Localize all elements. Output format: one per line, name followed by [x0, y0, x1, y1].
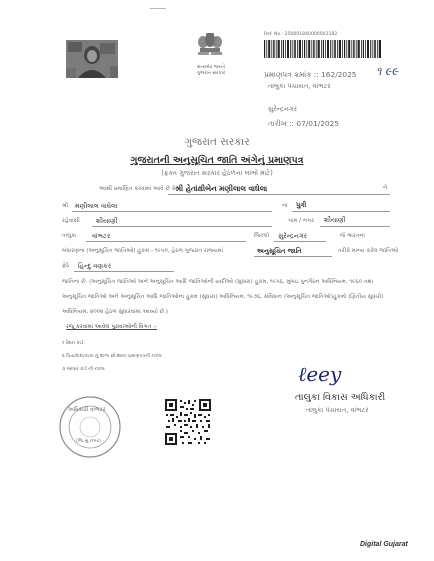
gender-mark: ને — [383, 185, 388, 191]
footer-digital-gujarat: Digital Gujarat — [360, 541, 408, 548]
relation-label: ના — [282, 203, 288, 209]
issuer-office-right: તાલુકા પંચાયત, વાંભટર — [268, 82, 331, 90]
father-prefix: શ્રી — [62, 203, 69, 209]
top-scan-mark — [150, 8, 166, 9]
caste-prefix: ફેઠે — [62, 263, 70, 269]
certificate-subtitle: (ફક્ત ગુજરાત સરકાર હેઠળના લાભો માટે) — [161, 169, 273, 177]
handwritten-number: ૧ ૯૯ — [376, 65, 398, 78]
emblem-caption-1: સત્યમેવ જયતે — [196, 65, 226, 70]
father-name-line — [72, 211, 272, 212]
order-text-prefix: બંધારણના (અનુસૂચિત જાતિઓ) હુકમ - ૧૯૫૦, હેઠળ ગુજરાત રાજ્યમાં — [62, 248, 224, 254]
date-line: તારીખ :: 07/01/2025 — [268, 119, 339, 128]
village-value: શીયાણી — [96, 217, 118, 225]
evidence-item: ૩ આધાર કાર્ડ ની નકલ — [62, 367, 105, 372]
taluka-value: વાંભટર — [92, 232, 111, 240]
seal-icon — [58, 395, 122, 459]
district-line — [274, 241, 326, 242]
certificate-number: પ્રમાણપત્ર ક્રમાંક :: 162/2025 — [264, 70, 357, 79]
evidence-item: ૧ રેશન કાર્ડ — [62, 341, 84, 346]
taluka-line — [86, 241, 246, 242]
caste-category: અનુસૂચિત જાતિ — [257, 247, 302, 255]
evidence-heading: રજૂ કરવામાં આવેલ પુરાવાઓની વિગત :- — [66, 324, 157, 330]
evidence-item: ૨ પિતા/દાદા/કાકા નું શાળા છોડ્યાના પ્રમાણપત્રની નકલ — [62, 354, 162, 359]
signatory-title: તાલુકા વિકાસ અધિકારી — [295, 392, 386, 403]
village-line — [92, 226, 272, 227]
signature: ℓeey — [298, 362, 342, 386]
district-label: જિલ્લો — [254, 233, 270, 239]
order-text-suffix: તરીકે માન્ય કરેલ જાતિઓ — [338, 248, 399, 254]
ashoka-emblem-icon — [193, 30, 227, 66]
gam-line — [320, 226, 390, 227]
paragraph-line-2: અનુસૂચિત જાતિઓ અને અનુસૂચિત આદિ જાતિઓના હુકમ (સુધારા) અધિનિયમ, ૧૯૭૬, સંવિધાન (અનુસૂચિત જાતિઓ)હુકમો (દ્વિતીય સુધારો) — [62, 294, 384, 300]
caste-name: હિન્દુ વણકર — [78, 262, 112, 270]
paragraph-line-3: અધિનિયમ, ૨૦૦૨ હેઠળ સુધારવામાં આવ્યો છે.) — [62, 309, 168, 315]
seal-text-inner: (જિ.સુ.નગર) — [76, 439, 101, 444]
gam-value: શીયાણી — [324, 216, 346, 224]
gam-label: ગામ / નગર — [288, 218, 314, 224]
intro-text: આથી પ્રમાણિત કરવામાં આવે છે કે, — [99, 186, 178, 192]
caste-name-line — [74, 271, 174, 272]
barcode-number: Ref. No.: 250001840000002182 — [264, 32, 338, 37]
caste-category-line — [254, 256, 332, 257]
state-emblem — [193, 30, 227, 66]
paragraph-line-1: જાતિના છે. (અનુસૂચિત જાતિઓ અને અનુસૂચિત આદિ જાતિઓની યાદીઓ (સુધારા) હુકમ, ૧૯૫૬, મુંબઇ પુનર્ગઠન અધિનિયમ, ૧૯૬૦ તથા — [62, 279, 374, 285]
emblem-caption-2: ગુજરાત સરકાર — [196, 71, 226, 76]
taluka-label: તાલુકા — [62, 233, 77, 239]
relation-line — [292, 211, 390, 212]
signatory-office: તાલુકા પંચાયત, વાંભટર — [306, 406, 369, 414]
seal-text-outer: અધિકારી વાંભટર — [68, 407, 106, 413]
place-line: સુરેન્દ્રનગર — [268, 105, 298, 113]
applicant-photo — [66, 40, 118, 78]
applicant-name-line — [168, 194, 390, 195]
certificate-title: ગુજરાતની અનુસૂચિત જાતિ અંગેનું પ્રમાણપત્ર — [130, 155, 304, 166]
qr-code — [164, 398, 212, 446]
office-seal — [58, 395, 122, 459]
government-title: ગુજરાત સરકાર — [184, 136, 250, 148]
barcode — [264, 40, 382, 58]
father-name: મણીલાલ વાઘેલા — [75, 202, 118, 210]
applicant-name: શ્રી હેતાંક્ષીબેન મણીલાલ વાઘેલા — [175, 184, 268, 193]
district-value: સુરેન્દ્રનગર — [278, 232, 308, 240]
village-label: રહેવાસી — [62, 218, 80, 224]
state-value: જે ભારતના — [340, 233, 366, 239]
relation-value: પુત્રી — [296, 201, 307, 209]
